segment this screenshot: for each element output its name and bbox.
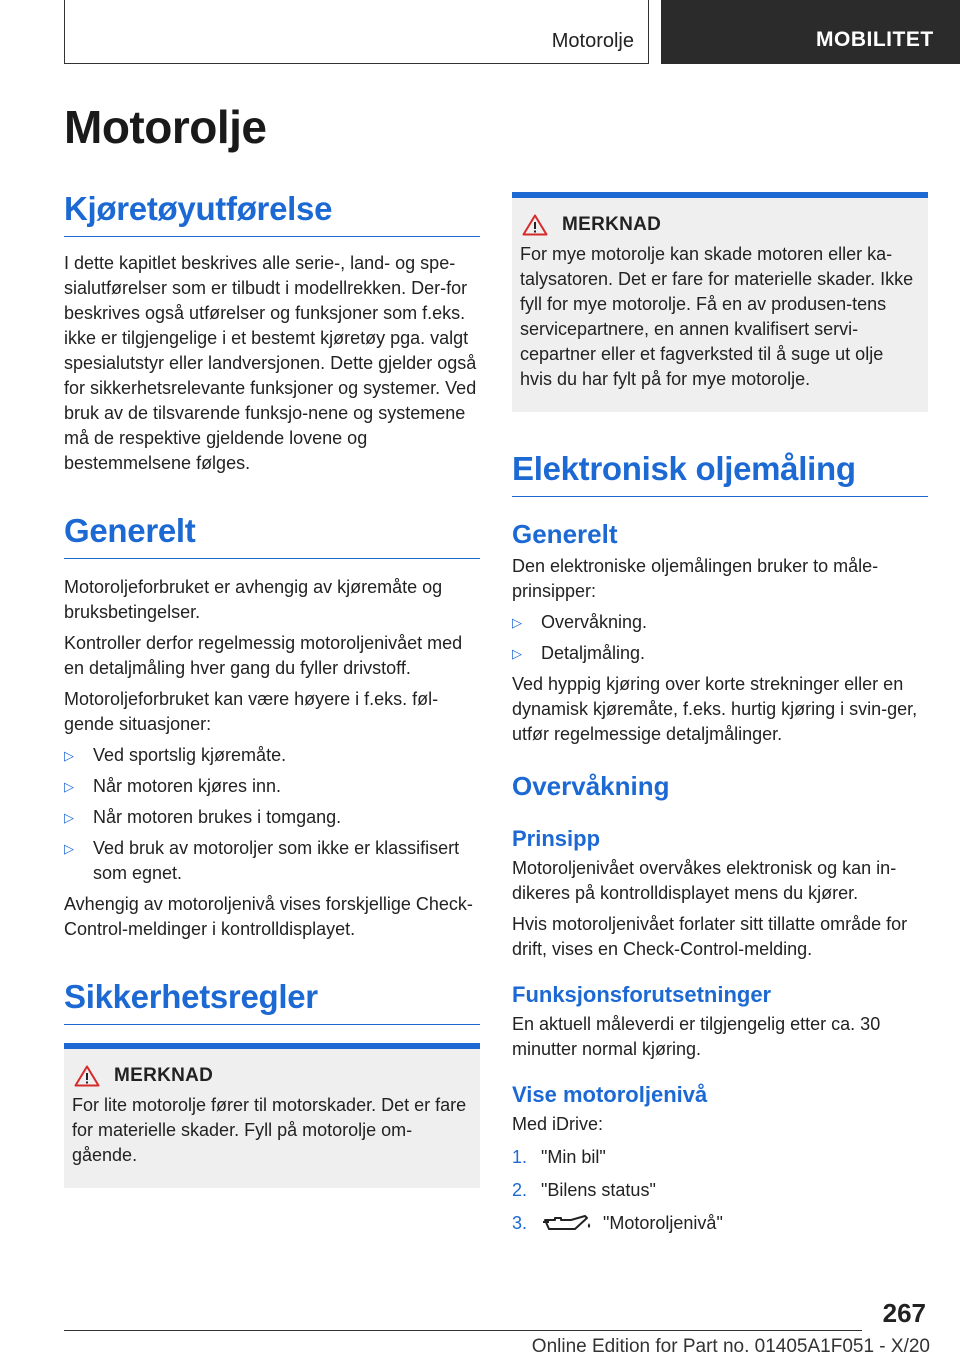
footer-divider xyxy=(64,1330,862,1331)
warning-triangle-icon xyxy=(522,214,548,236)
header-section-box xyxy=(64,0,649,64)
measurement-principles-list xyxy=(512,610,928,666)
notice-box-excess-oil xyxy=(512,192,928,412)
paragraph-display: Med iDrive: xyxy=(512,1114,604,1134)
paragraph-prerequisites: En aktuell måleverdi er tilgjengelig etter ca. 30 minutter normal kjøring. xyxy=(512,1014,881,1059)
heading-general: Generelt xyxy=(512,519,618,549)
notice-text: For mye motorolje kan skade motoren eller ka-talysatoren. Det er fare for materielle skader. Ikke fyll for mye motorolje. Få en av produsen-tens servicepartnere, en annen kvalifisert servi-cepartner eller et fagverksted til å suge ut olje hvis du har fylt på for mye motorolje. xyxy=(520,244,914,389)
notice-box-low-oil xyxy=(64,1043,480,1188)
triangle-right-icon: ▷ xyxy=(64,748,74,763)
list-item: ▷ Detaljmåling. xyxy=(512,641,928,666)
header-section-title: Motorolje xyxy=(551,30,634,52)
triangle-right-icon: ▷ xyxy=(64,841,74,856)
heading-electronic-oil-measurement: Elektronisk oljemåling xyxy=(512,450,928,497)
paragraph-vehicle-version: I dette kapitlet beskrives alle serie-, land- og spe-sialutførelser som er tilbudt i modellrekken. Der-for beskrives også utførelser og funksjoner som f.eks. ikke er tilgjengelige i et bestemt kjøretøy pga. valgt spesialutstyr eller landversjonen. Dette gjelder også for sikkerhetsrelevante funksjoner og systemer. Ved bruk av de tilsvarende funksjo-nene og systemene må de respektive gjeldende lovene og bestemmelsene følges. xyxy=(64,253,477,473)
list-item: ▷ Ved sportslig kjøremåte. xyxy=(64,743,480,768)
page-title: Motorolje xyxy=(64,101,267,153)
footer-edition-text: Online Edition for Part no. 01405A1F051 - X/20 xyxy=(531,1336,930,1357)
heading-display-oil-level: Vise motoroljenivå xyxy=(512,1082,708,1107)
heading-function-prerequisites: Funksjonsforutsetninger xyxy=(512,982,772,1007)
notice-text: For lite motorolje fører til motorskader. Det er fare for materielle skader. Fyll på motorolje om-gående. xyxy=(72,1095,467,1165)
oil-can-icon xyxy=(541,1213,593,1235)
triangle-right-icon: ▷ xyxy=(512,615,522,630)
warning-triangle-icon xyxy=(74,1065,100,1087)
paragraph-principle-1: Motoroljenivået overvåkes elektronisk og kan in-dikeres på kontrolldisplayet mens du kjører. xyxy=(512,858,897,903)
heading-safety: Sikkerhetsregler xyxy=(64,978,480,1025)
left-column xyxy=(64,190,480,1188)
paragraph-general-2: Kontroller derfor regelmessig motoroljenivået med en detaljmåling hver gang du fyller drivstoff. xyxy=(64,633,463,678)
list-item: 3. "Motoroljenivå" xyxy=(512,1211,928,1236)
page-number: 267 xyxy=(882,1298,926,1328)
notice-label: MERKNAD xyxy=(114,1065,214,1086)
idrive-steps-list xyxy=(512,1145,928,1236)
paragraph-general-4: Avhengig av motoroljenivå vises forskjellige Check-Control-meldinger i kontrolldisplayet. xyxy=(64,894,473,939)
triangle-right-icon: ▷ xyxy=(64,779,74,794)
consumption-situations-list xyxy=(64,743,480,886)
list-item: ▷ Når motoren kjøres inn. xyxy=(64,774,480,799)
heading-general: Generelt xyxy=(64,512,480,559)
paragraph-general-2: Ved hyppig kjøring over korte strekninger eller en dynamisk kjøremåte, f.eks. hurtig kjøring i svin-ger, utfør regelmessige detaljmålinger. xyxy=(512,674,918,744)
list-item: 1. "Min bil" xyxy=(512,1147,606,1167)
list-item: ▷ Overvåkning. xyxy=(512,610,928,635)
paragraph-general: Den elektroniske oljemålingen bruker to måle-prinsipper: xyxy=(512,556,879,601)
triangle-right-icon: ▷ xyxy=(512,646,522,661)
paragraph-principle-2: Hvis motoroljenivået forlater sitt tillatte område for drift, vises en Check-Control-melding. xyxy=(512,914,908,959)
paragraph-general-1: Motoroljeforbruket er avhengig av kjøremåte og bruksbetingelser. xyxy=(64,577,443,622)
heading-monitoring: Overvåkning xyxy=(512,771,670,801)
list-item: 2. "Bilens status" xyxy=(512,1180,656,1200)
heading-principle: Prinsipp xyxy=(512,826,601,851)
heading-vehicle-version: Kjøretøyutførelse xyxy=(64,190,480,237)
notice-label: MERKNAD xyxy=(562,214,662,235)
triangle-right-icon: ▷ xyxy=(64,810,74,825)
list-item: ▷ Når motoren brukes i tomgang. xyxy=(64,805,480,830)
paragraph-general-3: Motoroljeforbruket kan være høyere i f.eks. føl-gende situasjoner: xyxy=(64,689,439,734)
list-item: ▷ Ved bruk av motoroljer som ikke er klassifisert som egnet. xyxy=(64,838,460,883)
chapter-badge: MOBILITET xyxy=(661,0,960,64)
right-column xyxy=(512,192,928,1236)
